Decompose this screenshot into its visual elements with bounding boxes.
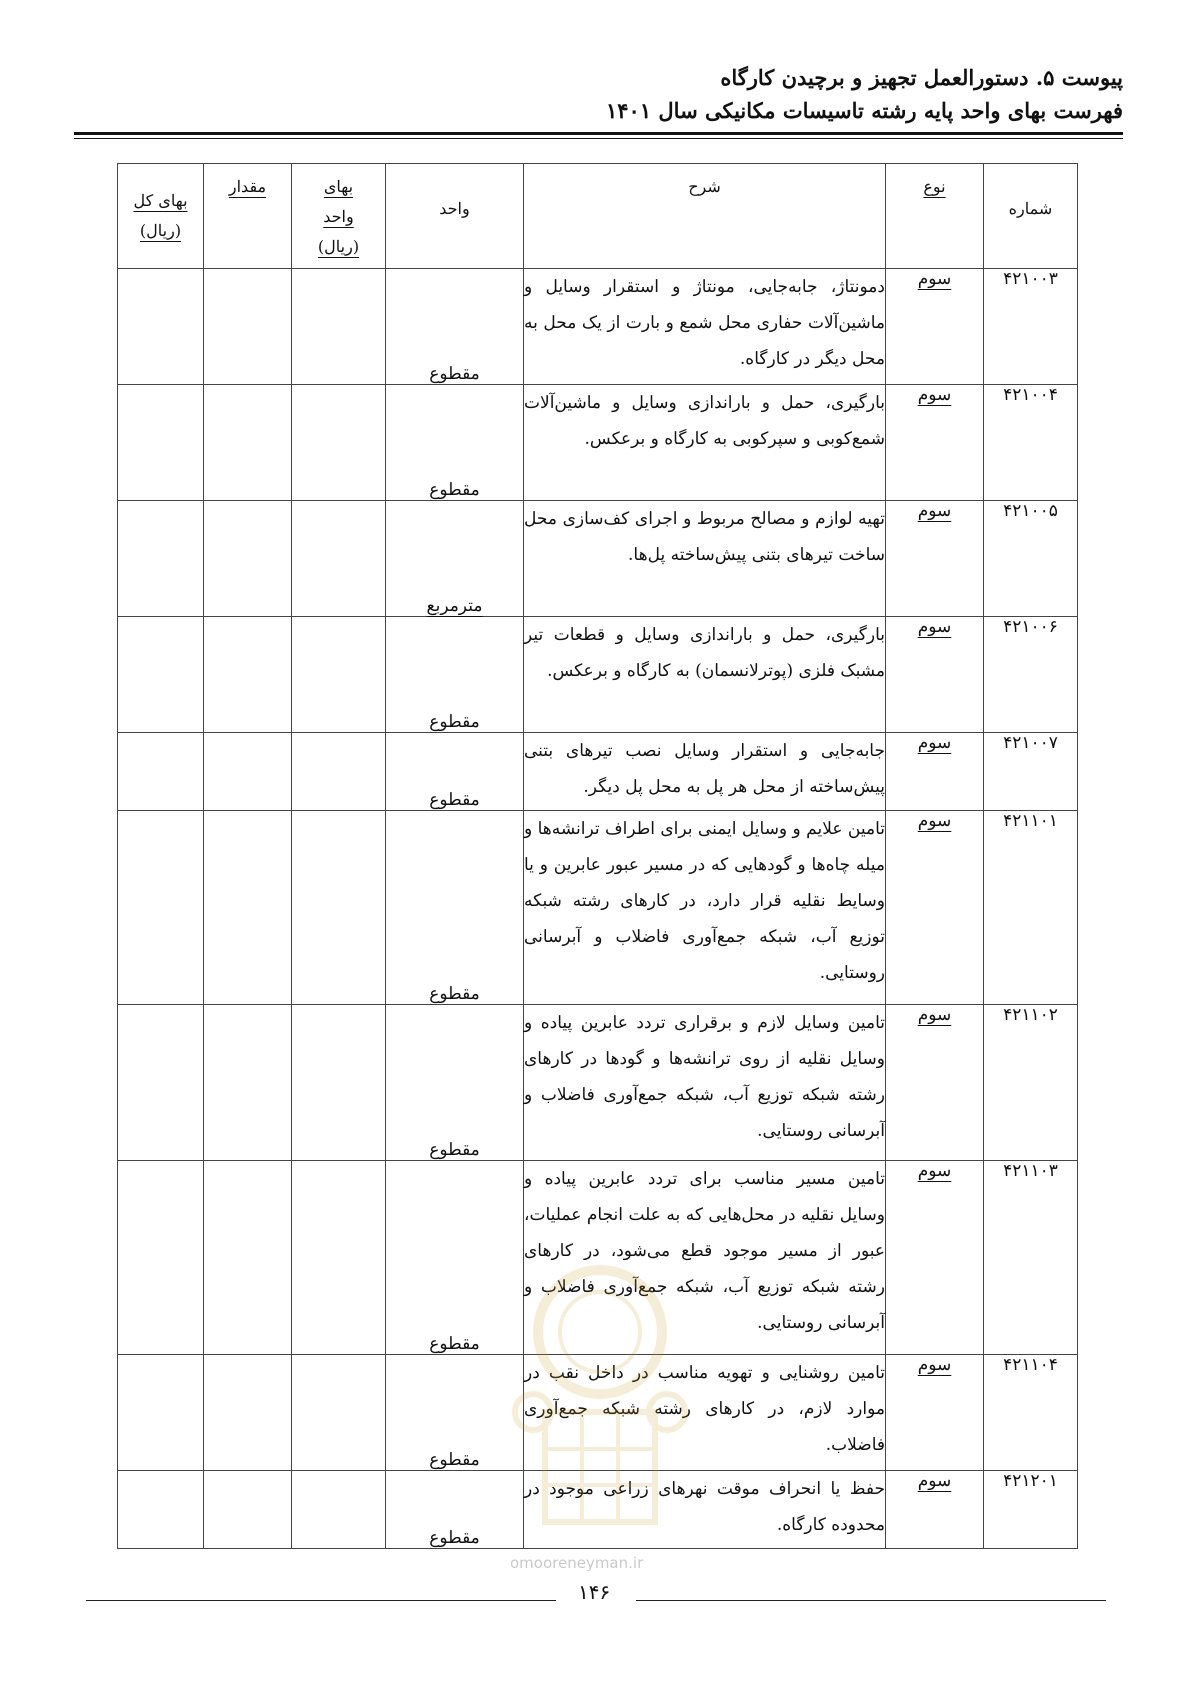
item-unit: مقطوع — [386, 269, 524, 385]
item-type: سوم — [886, 1161, 984, 1355]
page-header — [63, 62, 1123, 128]
item-description: بارگیری، حمل و باراندازی وسایل و قطعات تیر مشبک فلزی (پوترلانسمان) به کارگاه و برعکس. — [524, 617, 886, 733]
header-type: نوع — [886, 164, 984, 269]
item-description: تامین وسایل لازم و برقراری تردد عابرین پیاده و وسایل نقلیه از روی ترانشه‌ها و گودها در کارهای رشته شبکه توزیع آب، شبکه جمع‌آوری فاضلاب و آبرسانی روستایی. — [524, 1005, 886, 1161]
header-subtitle: فهرست بهای واحد پایه رشته تاسیسات مکانیکی سال ۱۴۰۱ — [605, 98, 1123, 123]
item-unit-price — [292, 385, 386, 501]
page-number: ۱۴۶ — [578, 1580, 611, 1604]
item-description: تامین روشنایی و تهویه مناسب در داخل نقب در موارد لازم، در کارهای رشته شبکه جمع‌آوری فاضلاب. — [524, 1355, 886, 1471]
item-unit: مقطوع — [386, 1471, 524, 1549]
item-quantity — [204, 1161, 292, 1355]
item-quantity — [204, 385, 292, 501]
item-description: تامین مسیر مناسب برای تردد عابرین پیاده و وسایل نقلیه در محل‌هایی که به علت انجام عملیات، عبور از مسیر موجود قطع می‌شود، در کارهای رشته شبکه توزیع آب، شبکه جمع‌آوری فاضلاب و آبرسانی روستایی. — [524, 1161, 886, 1355]
table-row — [118, 1161, 1078, 1355]
item-type: سوم — [886, 269, 984, 385]
table-row — [118, 1355, 1078, 1471]
item-number: ۴۲۱۱۰۳ — [984, 1161, 1078, 1355]
item-type: سوم — [886, 1355, 984, 1471]
item-total-price — [118, 1161, 204, 1355]
item-description: حفظ یا انحراف موقت نهرهای زراعی موجود در محدوده کارگاه. — [524, 1471, 886, 1549]
item-unit: مقطوع — [386, 733, 524, 811]
table-row — [118, 1005, 1078, 1161]
item-number: ۴۲۱۰۰۵ — [984, 501, 1078, 617]
item-unit: مقطوع — [386, 617, 524, 733]
item-type: سوم — [886, 617, 984, 733]
item-quantity — [204, 617, 292, 733]
item-type: سوم — [886, 501, 984, 617]
item-number: ۴۲۱۰۰۶ — [984, 617, 1078, 733]
footer-rule-left — [86, 1600, 556, 1601]
table-row — [118, 385, 1078, 501]
item-total-price — [118, 811, 204, 1005]
header-rule-thick — [74, 132, 1123, 135]
item-quantity — [204, 269, 292, 385]
item-total-price — [118, 1355, 204, 1471]
item-total-price — [118, 733, 204, 811]
item-unit: مقطوع — [386, 1005, 524, 1161]
item-unit-price — [292, 1471, 386, 1549]
item-description: تهیه لوازم و مصالح مربوط و اجرای کف‌سازی محل ساخت تیرهای بتنی پیش‌ساخته پل‌ها. — [524, 501, 886, 617]
header-number: شماره — [984, 164, 1078, 269]
item-unit-price — [292, 1355, 386, 1471]
item-unit: مقطوع — [386, 1161, 524, 1355]
item-unit-price — [292, 811, 386, 1005]
item-total-price — [118, 1471, 204, 1549]
header-total-price: بهای کل (ریال) — [118, 164, 204, 269]
item-unit: مترمربع — [386, 501, 524, 617]
item-number: ۴۲۱۲۰۱ — [984, 1471, 1078, 1549]
item-quantity — [204, 1471, 292, 1549]
item-unit: مقطوع — [386, 385, 524, 501]
item-description: بارگیری، حمل و باراندازی وسایل و ماشین‌آلات شمع‌کوبی و سپرکوبی به کارگاه و برعکس. — [524, 385, 886, 501]
table-header-row — [118, 164, 1078, 269]
item-unit-price — [292, 269, 386, 385]
item-quantity — [204, 501, 292, 617]
item-type: سوم — [886, 1471, 984, 1549]
item-quantity — [204, 811, 292, 1005]
header-title: پیوست ۵. دستورالعمل تجهیز و برچیدن کارگاه — [720, 65, 1123, 90]
table-row — [118, 811, 1078, 1005]
item-unit-price — [292, 501, 386, 617]
header-unit: واحد — [386, 164, 524, 269]
item-number: ۴۲۱۱۰۲ — [984, 1005, 1078, 1161]
item-number: ۴۲۱۱۰۴ — [984, 1355, 1078, 1471]
item-description: تامین علایم و وسایل ایمنی برای اطراف ترانشه‌ها و میله چاه‌ها و گودهایی که در مسیر عبور عابرین و یا وسایط نقلیه قرار دارد، در کارهای رشته شبکه توزیع آب، شبکه جمع‌آوری فاضلاب و آبرسانی روستایی. — [524, 811, 886, 1005]
header-unit-price: بهای واحد (ریال) — [292, 164, 386, 269]
item-unit: مقطوع — [386, 811, 524, 1005]
item-number: ۴۲۱۰۰۴ — [984, 385, 1078, 501]
item-type: سوم — [886, 385, 984, 501]
item-description: جابه‌جایی و استقرار وسایل نصب تیرهای بتنی پیش‌ساخته از محل هر پل به محل پل دیگر. — [524, 733, 886, 811]
item-quantity — [204, 1355, 292, 1471]
item-quantity — [204, 733, 292, 811]
item-unit-price — [292, 1161, 386, 1355]
item-total-price — [118, 617, 204, 733]
item-unit-price — [292, 1005, 386, 1161]
item-type: سوم — [886, 733, 984, 811]
item-type: سوم — [886, 811, 984, 1005]
table-row — [118, 269, 1078, 385]
item-quantity — [204, 1005, 292, 1161]
item-total-price — [118, 269, 204, 385]
table-row — [118, 501, 1078, 617]
footer-rule-right — [636, 1600, 1106, 1601]
table-row — [118, 617, 1078, 733]
table-row — [118, 1471, 1078, 1549]
item-type: سوم — [886, 1005, 984, 1161]
item-total-price — [118, 501, 204, 617]
watermark-site: omooreneyman.ir — [510, 1554, 644, 1572]
item-description: دمونتاژ، جابه‌جایی، مونتاژ و استقرار وسایل و ماشین‌آلات حفاری محل شمع و بارت از یک محل به محل دیگر در کارگاه. — [524, 269, 886, 385]
item-number: ۴۲۱۰۰۷ — [984, 733, 1078, 811]
item-unit-price — [292, 617, 386, 733]
item-total-price — [118, 385, 204, 501]
table-row — [118, 733, 1078, 811]
header-description: شرح — [524, 164, 886, 269]
item-total-price — [118, 1005, 204, 1161]
header-quantity: مقدار — [204, 164, 292, 269]
header-rule-thin — [74, 138, 1123, 139]
item-number: ۴۲۱۱۰۱ — [984, 811, 1078, 1005]
price-list-table — [117, 163, 1078, 1549]
item-unit: مقطوع — [386, 1355, 524, 1471]
item-unit-price — [292, 733, 386, 811]
item-number: ۴۲۱۰۰۳ — [984, 269, 1078, 385]
